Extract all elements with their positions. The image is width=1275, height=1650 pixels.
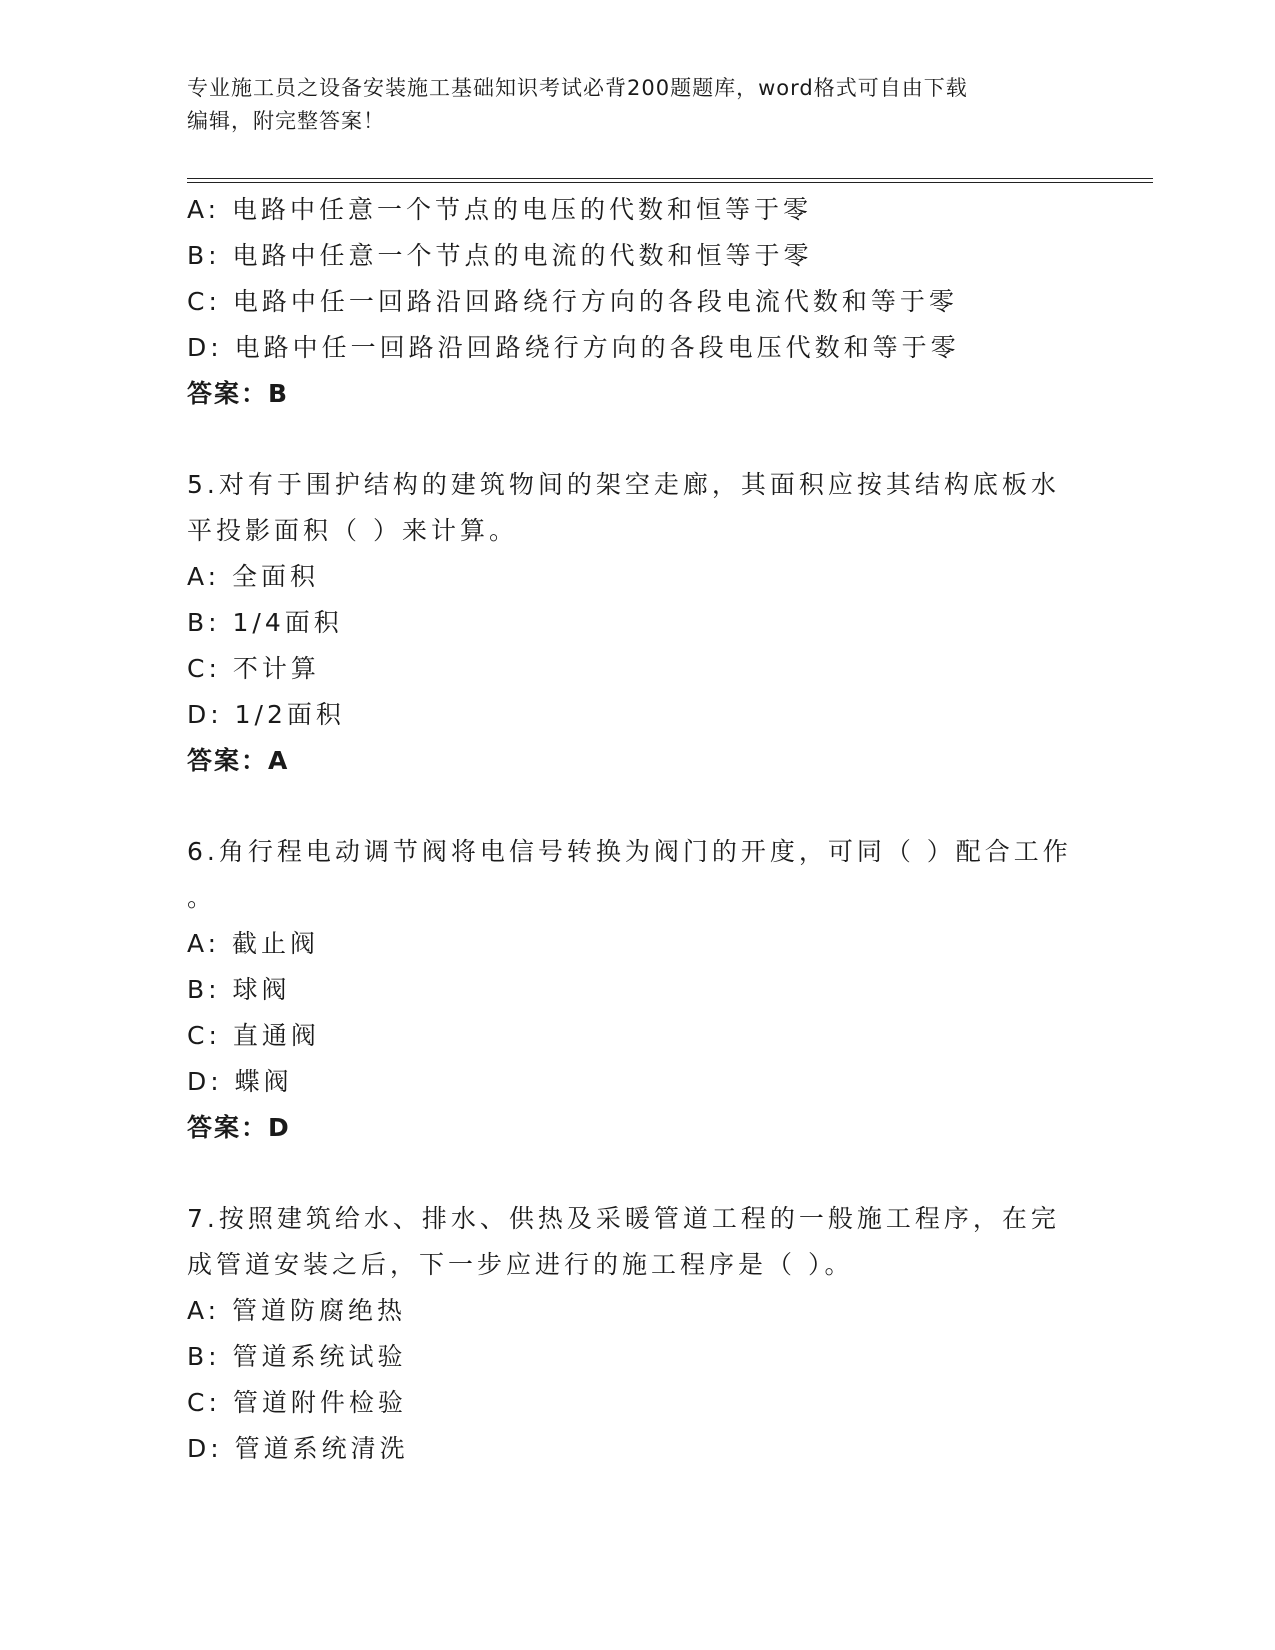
spacer — [187, 1151, 1087, 1196]
question-stem-line1: 6.角行程电动调节阀将电信号转换为阀门的开度，可同（ ）配合工作 — [187, 837, 1072, 866]
option-c: C: 管道附件检验 — [187, 1388, 407, 1417]
question-6 — [187, 829, 1087, 1151]
option-d: D: 1/2面积 — [187, 700, 345, 729]
option-a: A: 截止阀 — [187, 929, 320, 958]
option-a: A: 管道防腐绝热 — [187, 1296, 407, 1325]
question-stem-line2: 平投影面积（ ）来计算。 — [187, 516, 518, 545]
answer-label: 答案：B — [187, 379, 290, 408]
question-4 — [187, 187, 1087, 417]
question-content — [187, 187, 1087, 1472]
option-b: B: 电路中任意一个节点的电流的代数和恒等于零 — [187, 241, 813, 270]
option-c: C: 直通阀 — [187, 1021, 320, 1050]
header-title-line1: 专业施工员之设备安装施工基础知识考试必背200题题库，word格式可自由下载 — [187, 76, 968, 100]
question-stem-line2: 成管道安装之后，下一步应进行的施工程序是（ ）。 — [187, 1250, 854, 1279]
option-d: D: 电路中任一回路沿回路绕行方向的各段电压代数和等于零 — [187, 333, 960, 362]
question-stem-line1: 7.按照建筑给水、排水、供热及采暖管道工程的一般施工程序，在完 — [187, 1204, 1060, 1233]
option-c: C: 电路中任一回路沿回路绕行方向的各段电流代数和等于零 — [187, 287, 958, 316]
header-title-line2: 编辑，附完整答案！ — [187, 109, 385, 133]
option-a: A: 全面积 — [187, 562, 320, 591]
header-divider — [187, 178, 1153, 183]
option-c: C: 不计算 — [187, 654, 320, 683]
question-stem-line1: 5.对有于围护结构的建筑物间的架空走廊，其面积应按其结构底板水 — [187, 470, 1060, 499]
answer-label: 答案：A — [187, 746, 290, 775]
question-stem-line2: 。 — [187, 883, 217, 912]
spacer — [187, 784, 1087, 829]
option-b: B: 管道系统试验 — [187, 1342, 407, 1371]
option-d: D: 管道系统清洗 — [187, 1434, 409, 1463]
spacer — [187, 417, 1087, 462]
option-b: B: 1/4面积 — [187, 608, 343, 637]
option-d: D: 蝶阀 — [187, 1067, 293, 1096]
option-a: A: 电路中任意一个节点的电压的代数和恒等于零 — [187, 195, 813, 224]
option-b: B: 球阀 — [187, 975, 291, 1004]
document-header — [187, 72, 1067, 138]
question-5 — [187, 462, 1087, 784]
answer-label: 答案：D — [187, 1113, 291, 1142]
question-7 — [187, 1196, 1087, 1472]
